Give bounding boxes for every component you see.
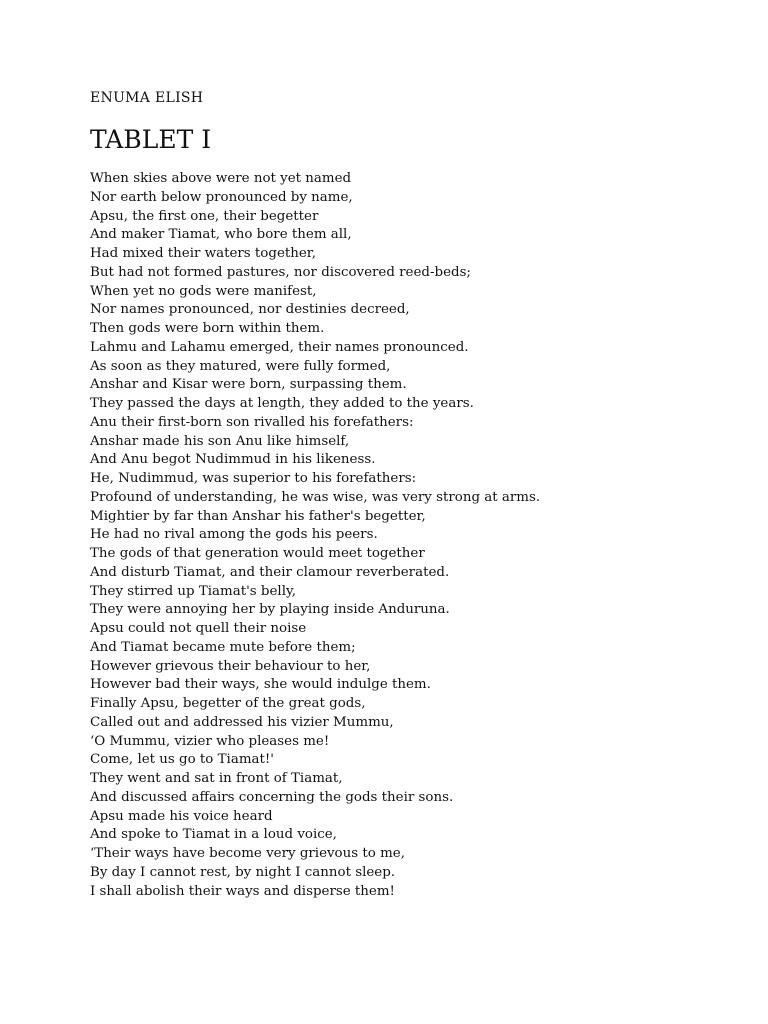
poem-line: And spoke to Tiamat in a loud voice, bbox=[90, 827, 337, 843]
poem-line: And Anu begot Nudimmud in his likeness. bbox=[90, 452, 376, 468]
poem-line: When yet no gods were manifest, bbox=[90, 283, 317, 299]
poem-line: They were annoying her by playing inside Anduruna. bbox=[90, 602, 450, 618]
document-page bbox=[90, 88, 750, 901]
poem-line: Mightier by far than Anshar his father's begetter, bbox=[90, 508, 426, 524]
poem-line: The gods of that generation would meet together bbox=[90, 546, 425, 561]
poem-line: ‘Their ways have become very grievous to me, bbox=[90, 846, 405, 861]
poem-line: Lahmu and Lahamu emerged, their names pronounced. bbox=[90, 339, 469, 355]
poem-line: By day I cannot rest, by night I cannot sleep. bbox=[90, 864, 396, 880]
poem-line: Apsu made his voice heard bbox=[90, 808, 273, 824]
poem-line: They went and sat in front of Tiamat, bbox=[90, 771, 343, 786]
poem-line: Called out and addressed his vizier Mummu, bbox=[90, 714, 394, 730]
poem-line: Come, let us go to Tiamat!' bbox=[90, 752, 274, 768]
poem-line: Nor names pronounced, nor destinies decreed, bbox=[90, 302, 410, 318]
tablet-title: TABLET I bbox=[90, 125, 212, 154]
poem-line: Anu their first-born son rivalled his forefathers: bbox=[90, 414, 414, 430]
poem-line: Had mixed their waters together, bbox=[90, 246, 316, 261]
poem-line: And discussed affairs concerning the gods their sons. bbox=[90, 789, 454, 805]
poem-line: They stirred up Tiamat's belly, bbox=[90, 583, 297, 599]
poem-line: They passed the days at length, they added to the years. bbox=[90, 396, 474, 411]
poem-line: Profound of understanding, he was wise, was very strong at arms. bbox=[90, 489, 541, 505]
poem-line: But had not formed pastures, nor discovered reed-beds; bbox=[90, 264, 471, 280]
poem-line: He had no rival among the gods his peers. bbox=[90, 527, 378, 543]
poem-line: However bad their ways, she would indulge them. bbox=[90, 677, 431, 693]
poem-line: And disturb Tiamat, and their clamour reverberated. bbox=[90, 564, 450, 580]
poem-line: Finally Apsu, begetter of the great gods, bbox=[90, 696, 366, 711]
poem-line: However grievous their behaviour to her, bbox=[90, 658, 371, 674]
poem-line: Nor earth below pronounced by name, bbox=[90, 189, 353, 205]
poem-line: Anshar made his son Anu like himself, bbox=[90, 433, 350, 449]
poem-line: Apsu could not quell their noise bbox=[90, 621, 307, 636]
document-header: ENUMA ELISH bbox=[90, 90, 204, 106]
poem-line: Then gods were born within them. bbox=[90, 321, 325, 336]
poem-line: Anshar and Kisar were born, surpassing them. bbox=[90, 377, 407, 393]
poem-line: And Tiamat became mute before them; bbox=[90, 639, 356, 655]
poem-line: He, Nudimmud, was superior to his forefathers: bbox=[90, 471, 417, 486]
poem-line: I shall abolish their ways and disperse them! bbox=[90, 883, 395, 899]
poem-line: And maker Tiamat, who bore them all, bbox=[90, 227, 352, 243]
poem-text bbox=[90, 170, 750, 901]
poem-line: As soon as they matured, were fully formed, bbox=[90, 358, 391, 374]
poem-line: ‘O Mummu, vizier who pleases me! bbox=[90, 733, 330, 749]
poem-line: Apsu, the first one, their begetter bbox=[90, 208, 319, 224]
poem-line: When skies above were not yet named bbox=[90, 171, 352, 186]
